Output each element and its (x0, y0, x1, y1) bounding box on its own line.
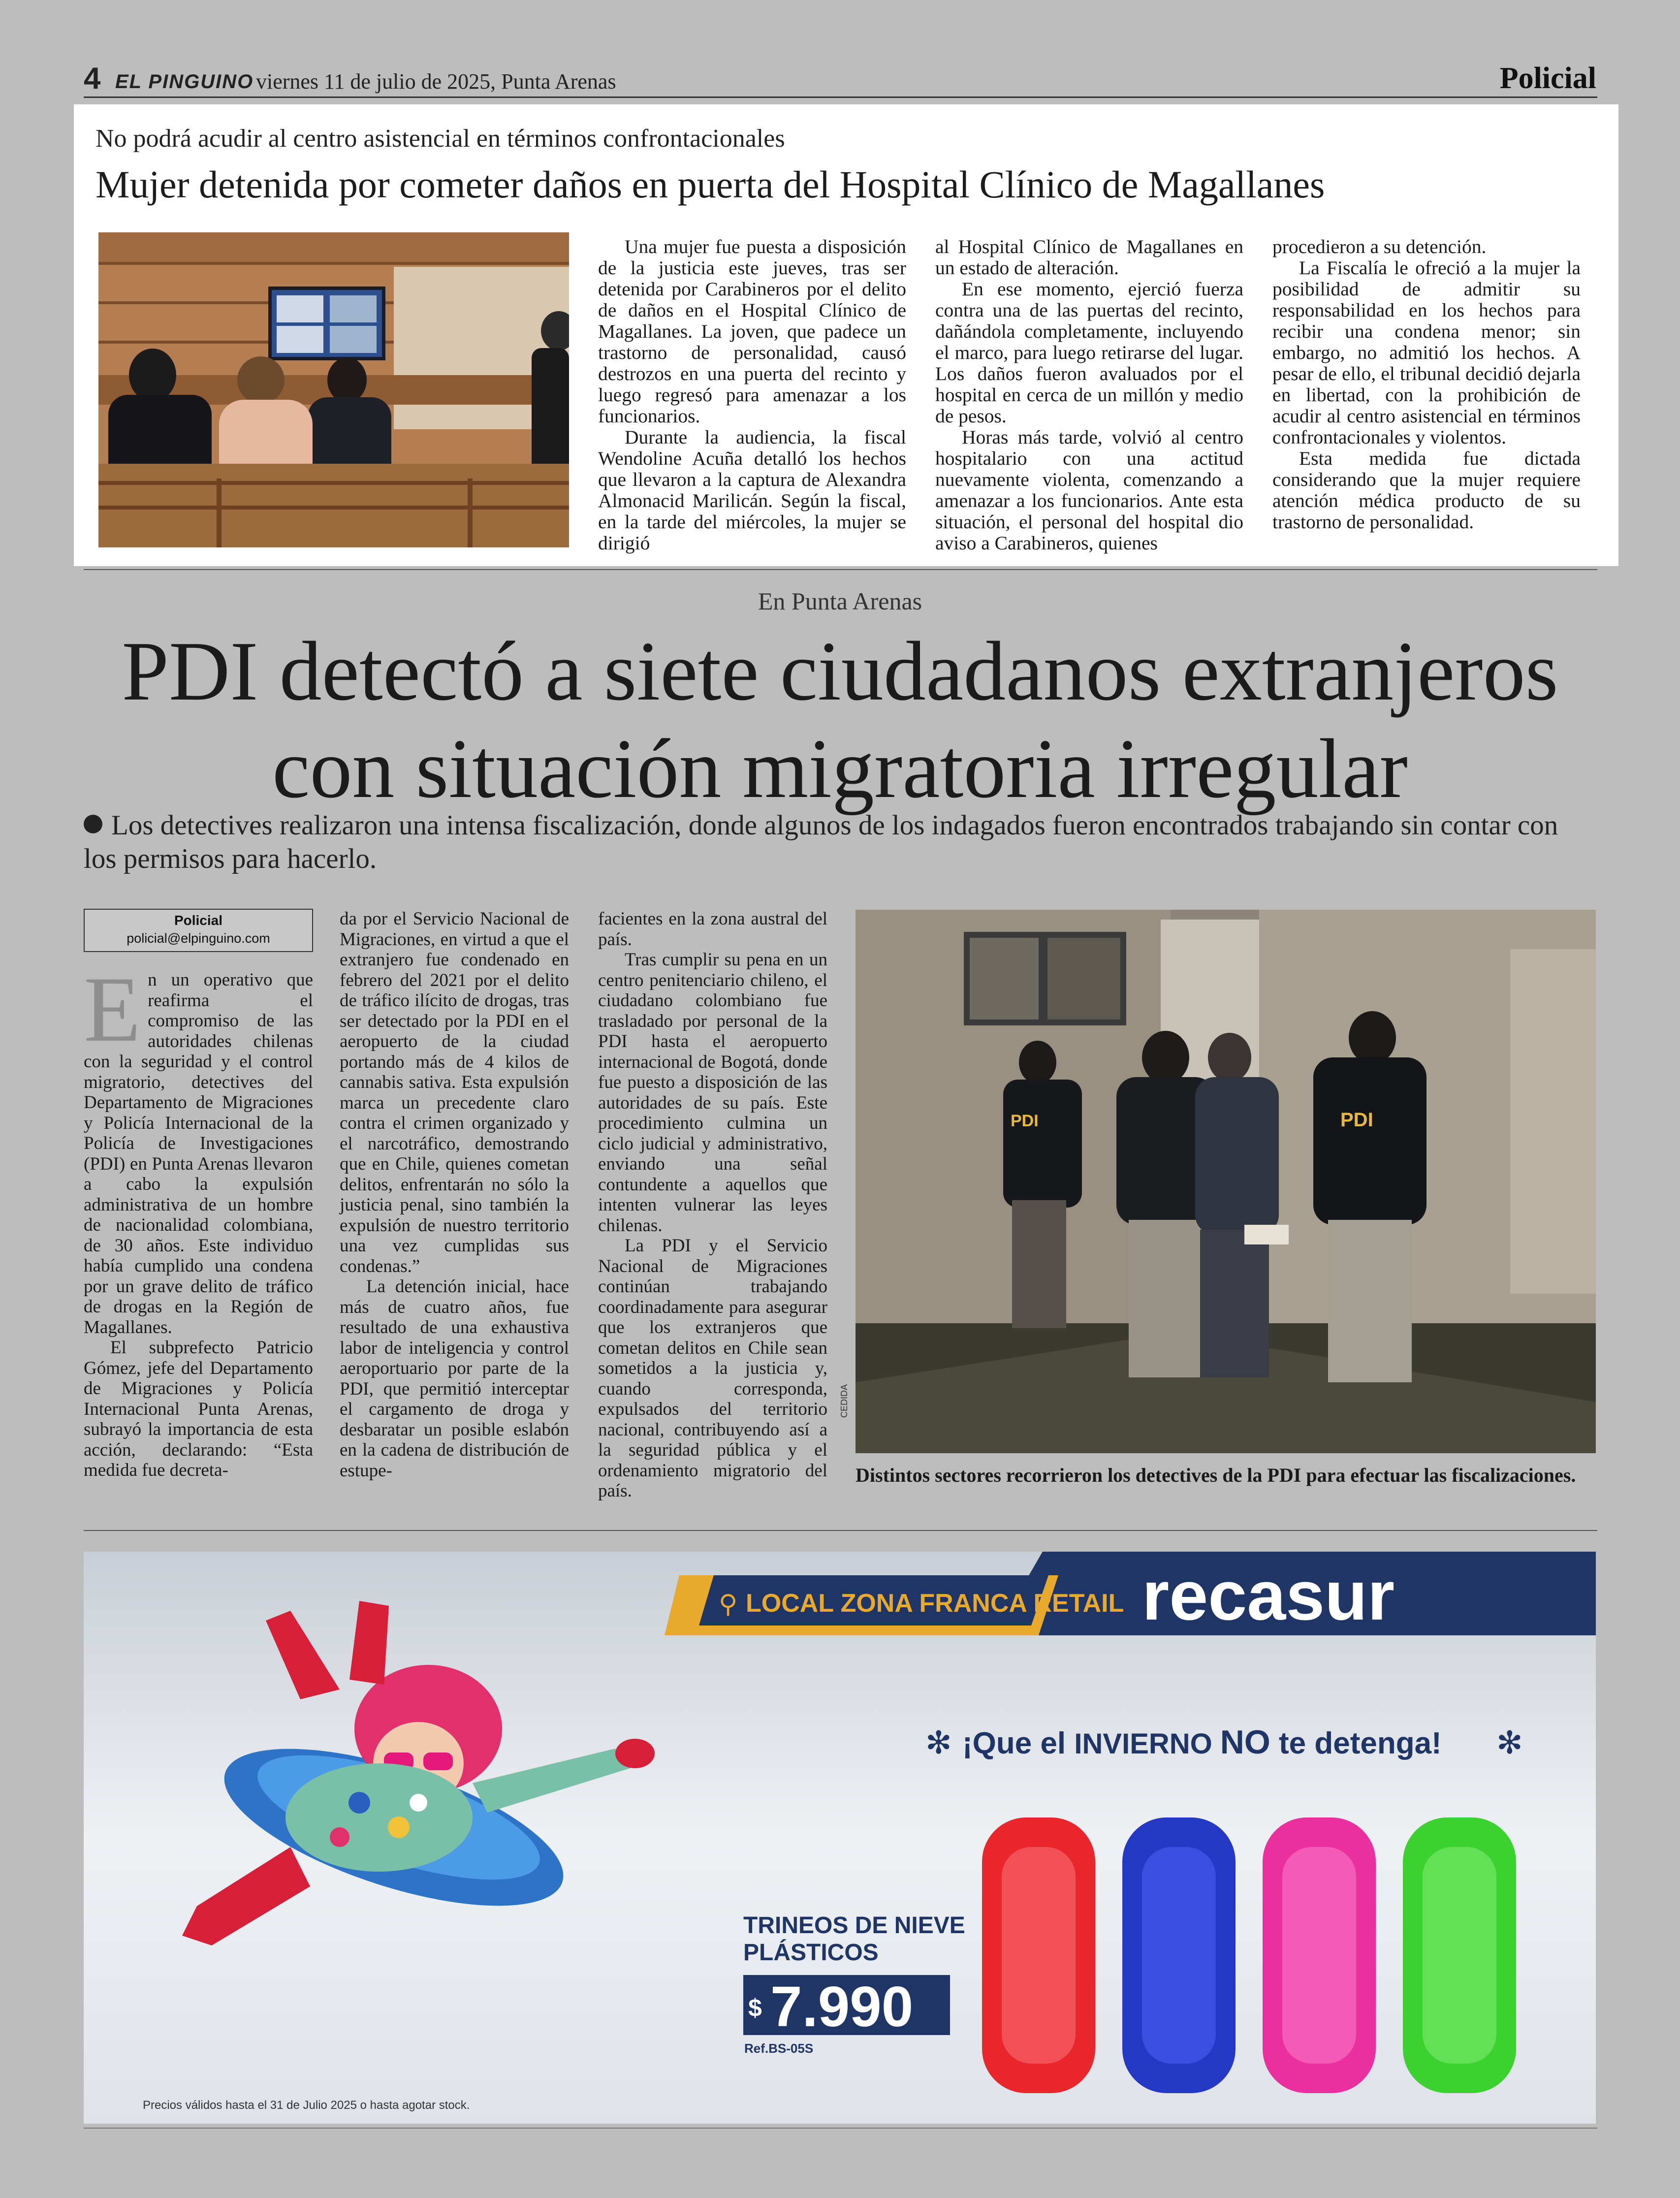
product-name-line-1: TRINEOS DE NIEVE (743, 1912, 965, 1939)
location-tag: LOCAL ZONA FRANCA RETAIL (746, 1589, 1124, 1618)
paragraph: da por el Servicio Nacional de Migraciones, en virtud a que el extranjero fue condenado en febrero del 2021 por el delito de tráfico ilícito de drogas, tras ser detectado por la PDI en el aeropuerto de la ciudad portando más de 4 kilos de cannabis sativa. Esta expulsión marca un precedente claro contra el crimen organizado y el narcotráfico, demostrando que en Chile, quienes cometan delitos, enfrentarán no sólo la justicia penal, sino también la expulsión de nuestro territorio una vez cumplidas sus condenas.” (340, 909, 569, 1276)
story2-kicker: En Punta Arenas (758, 587, 922, 615)
snowflake-icon: ✻ (1496, 1725, 1523, 1761)
photo-caption: Distintos sectores recorrieron los detectives de la PDI para efectuar las fiscalizaciones. (856, 1464, 1576, 1486)
product-ref: Ref.BS-05S (744, 2041, 814, 2056)
section-title: Policial (1499, 62, 1596, 95)
byline-section: Policial (174, 913, 223, 928)
snowflake-icon: ✻ (925, 1725, 952, 1761)
header-rule (84, 96, 1597, 98)
paragraph: En un operativo que reafirma el compromiso de las autoridades chilenas con la seguridad y el control migratorio, detectives del Departamento de Migraciones y Policía Internacional de la Policía de Investigaciones (PDI) en Punta Arenas llevaron a cabo la expulsión administrativa de un hombre de nacionalidad colombiana, de 30 años. Este individuo había cumplido una condena por un grave delito de tráfico de drogas en la Región de Magallanes. (84, 958, 313, 1338)
dateline: viernes 11 de julio de 2025, Punta Arenas (256, 69, 616, 94)
courtroom-photo (98, 232, 569, 547)
paragraph: La Fiscalía le ofreció a la mujer la posibilidad de admitir su responsabilidad en los hechos para recibir una condena menor; sin embargo, no admitió los hechos. A pesar de ello, el tribunal decidió dejarla en libertad, con la prohibición de acudir al centro asistencial en términos confrontacionales y violentos. (1272, 257, 1581, 448)
story1-column-2 (935, 236, 1243, 554)
headline-line-2: con situación migratoria irregular (272, 722, 1408, 816)
divider (84, 1530, 1597, 1531)
newspaper-brand: EL PINGUINO (115, 71, 254, 93)
page-number: 4 (84, 62, 101, 96)
paragraph: al Hospital Clínico de Magallanes en un estado de alteración. (935, 236, 1243, 279)
product-name-line-2: PLÁSTICOS (743, 1940, 879, 1966)
price-currency: $ (748, 1994, 762, 2022)
sled-green (1403, 1817, 1516, 2093)
paragraph: Horas más tarde, volvió al centro hospitalario con una actitud nuevamente violenta, comenzando a amenazar a los funcionarios. Ante esta situación, el personal del hospital dio aviso a Carabineros, quienes (935, 426, 1243, 554)
paragraph: Esta medida fue dictada considerando que la mujer requiere atención médica producto de su trastorno de personalidad. (1272, 447, 1581, 533)
story1-column-1 (598, 236, 906, 554)
byline-email[interactable]: policial@elpinguino.com (127, 931, 270, 946)
dropcap: E (84, 958, 141, 1061)
story1-kicker: No podrá acudir al centro asistencial en términos confrontacionales (95, 125, 785, 153)
paragraph: facientes en la zona austral del país. (598, 909, 827, 950)
story2-column-3 (598, 909, 827, 1501)
price: 7.990 (770, 1975, 914, 2039)
photo-credit: CEDIDA (839, 1384, 849, 1418)
paragraph: procedieron a su detención. (1272, 236, 1487, 257)
sled-blue (1122, 1817, 1236, 2093)
sled-pink (1263, 1817, 1376, 2093)
paragraph: En ese momento, ejerció fuerza contra una de las puertas del recinto, dañándola completamente, incluyendo el marco, para luego retirarse del lugar. Los daños fueron avaluados por el hospital en cerca de un millón y medio de pesos. (935, 278, 1243, 427)
location-icon: ⚲ (719, 1590, 738, 1619)
recasur-advertisement[interactable] (84, 1552, 1596, 2124)
story1-headline: Mujer detenida por cometer daños en puerta del Hospital Clínico de Magallanes (95, 163, 1325, 206)
paragraph: La detención inicial, hace más de cuatro años, fue resultado de una exhaustiva labor de inteligencia y control aeroportuario por parte de la PDI, que permitió interceptar el cargamento de droga y desbaratar un posible eslabón en la cadena de distribución de estupe- (340, 1276, 569, 1481)
story1-column-3 (1272, 236, 1581, 533)
sled-red (982, 1817, 1095, 2093)
headline-line-1: PDI detectó a siete ciudadanos extranjeros (122, 625, 1558, 718)
svg-text:PDI: PDI (1340, 1109, 1373, 1131)
story2-column-1 (84, 958, 313, 1481)
brand-logo: recasur (1142, 1557, 1395, 1635)
paragraph: Durante la audiencia, la fiscal Wendoline Acuña detalló los hechos que llevaron a la captura de Alexandra Almonacid Marilicán. Según la fiscal, en la tarde del miércoles, la mujer se dirigió (598, 426, 906, 554)
divider (84, 569, 1597, 570)
paragraph: Tras cumplir su pena en un centro penitenciario chileno, el ciudadano colombiano fue trasladado por personal de la PDI hasta el aeropuerto internacional de Bogotá, donde fue puesto a disposición de las autoridades de su país. Este procedimiento culmina un ciclo judicial y administrativo, enviando una señal contundente a aquellos que intenten vulnerar las leyes chilenas. (598, 950, 827, 1236)
story2-headline (0, 623, 1680, 818)
svg-text:PDI: PDI (1011, 1112, 1039, 1130)
paragraph: Una mujer fue puesta a disposición de la justicia este jueves, tras ser detenida por Carabineros por el delito de daños en el Hospital Clínico de Magallanes. La joven, que padece un trastorno de personalidad, causó destrozos en una puerta del recinto y luego regresó para amenazar a los funcionarios. (598, 236, 906, 427)
ad-slogan: ¡Que el INVIERNO NO te detenga! (962, 1723, 1442, 1761)
bullet-icon (84, 815, 102, 833)
divider (84, 2128, 1597, 2129)
story2-column-2 (340, 909, 569, 1481)
paragraph: El subprefecto Patricio Gómez, jefe del Departamento de Migraciones y Policía Internacional Punta Arenas, subrayó la importancia de esta acción, declarando: “Esta medida fue decreta- (84, 1338, 313, 1480)
story2-deck (84, 809, 1590, 876)
ad-disclaimer: Precios válidos hasta el 31 de Julio 2025 o hasta agotar stock. (143, 2099, 470, 2112)
deck-text: Los detectives realizaron una intensa fiscalización, donde algunos de los indagados fueron encontrados trabajando sin contar con los permisos para hacerlo. (84, 810, 1558, 874)
paragraph: La PDI y el Servicio Nacional de Migraciones continúan trabajando coordinadamente para asegurar que los extranjeros que cometan delitos en Chile sean sometidos a la justicia y, cuando corresponda, expulsados del territorio nacional, contribuyendo así a la seguridad pública y el ordenamiento migratorio del país. (598, 1236, 827, 1501)
byline-box (84, 909, 313, 952)
pdi-operation-photo (856, 910, 1596, 1453)
